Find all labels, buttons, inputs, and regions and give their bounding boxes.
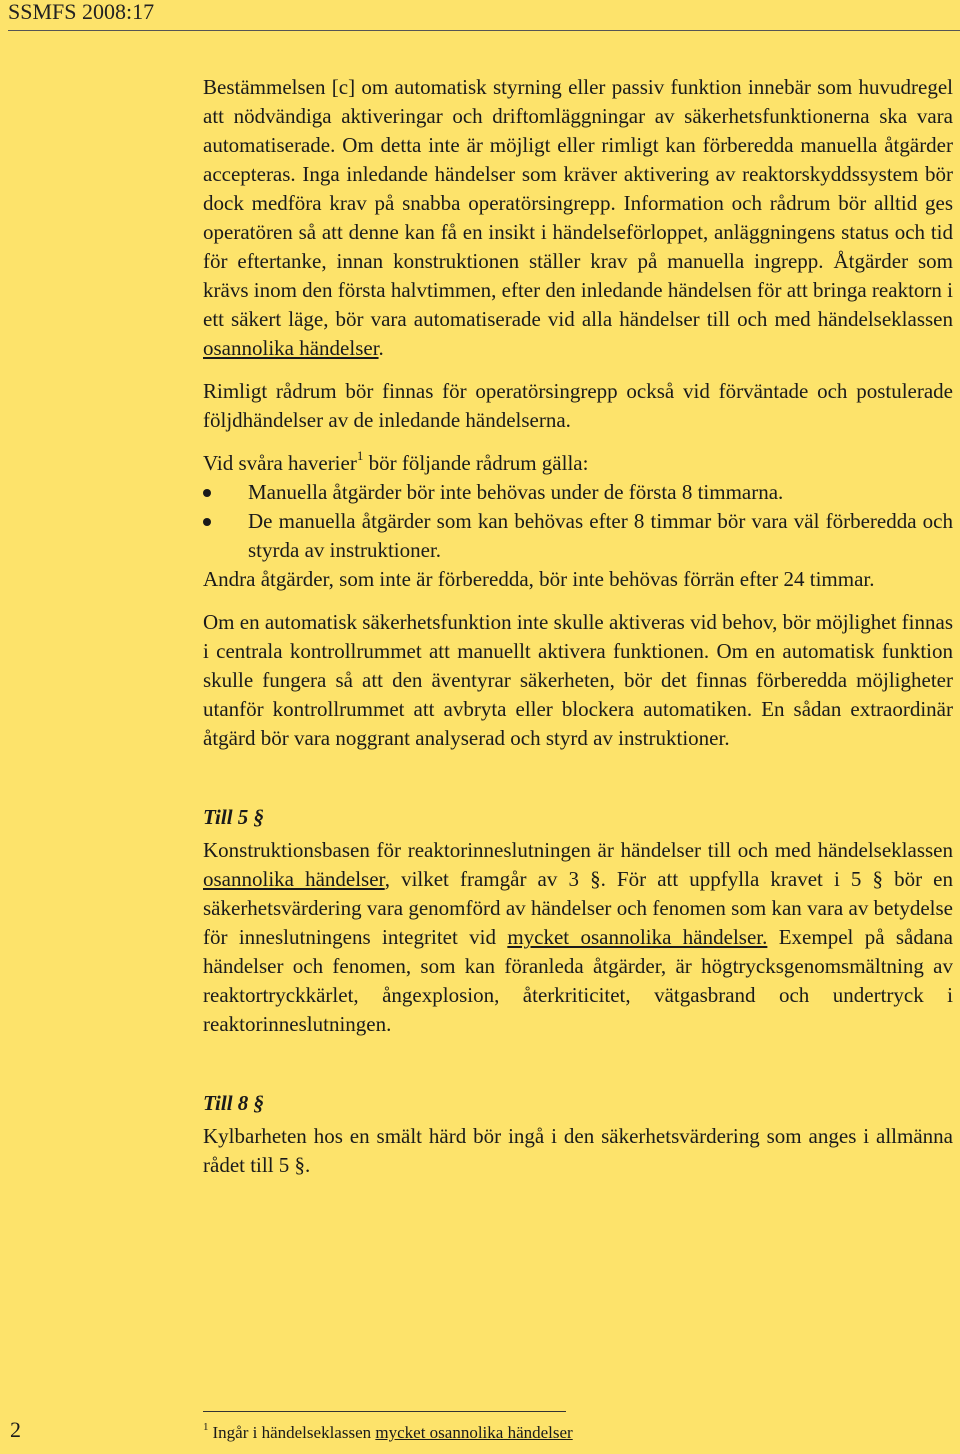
paragraph-text: bör följande rådrum gälla: — [363, 451, 589, 475]
footnote-reference[interactable]: 1 — [356, 448, 364, 463]
paragraph-severe-accidents — [203, 449, 953, 478]
footnote-text: Ingår i händelseklassen — [212, 1423, 376, 1442]
paragraph-text: Bestämmelsen [c] om automatisk styrning eller passiv funktion innebär som huvudregel att nödvändiga aktiveringar och driftomläggningar av säkerhetsfunktionerna ska vara automatiserade. Om detta inte är möjligt eller rimligt kan förberedda manuella åtgärder accepteras. Inga inledande händelser som kräver aktivering av reaktorskyddssystem bör dock medföra krav på snabba operatörsingrepp. Information och rådrum bör alltid ges operatören så att denne kan få en insikt i händelseförloppet, anläggningens status och tid för eftertanke, innan konstruktionen ställer krav på manuella ingrepp. Åtgärder som krävs inom den första halvtimmen, efter den inledande händelsen för att bringa reaktorn i ett säkert läge, bör vara automatiserade vid alla händelser till och med händelseklassen — [203, 75, 953, 331]
paragraph-automatic-control — [203, 73, 953, 363]
paragraph-containment — [203, 836, 953, 1039]
bullet-list — [203, 478, 953, 565]
list-item — [203, 478, 953, 507]
paragraph-end: . — [378, 336, 384, 360]
bullet-icon — [203, 489, 211, 497]
link-osannolika-handelser[interactable]: osannolika händelser — [203, 867, 385, 891]
document-id: SSMFS 2008:17 — [8, 0, 155, 24]
footnote-divider — [203, 1411, 566, 1412]
link-mycket-osannolika-handelser[interactable]: mycket osannolika händelser — [375, 1423, 573, 1442]
link-mycket-osannolika-handelser[interactable]: mycket osannolika händelser. — [507, 925, 768, 949]
paragraph-operator-margin: Rimligt rådrum bör finnas för operatörsingrepp också vid förväntade och postulerade följdhändelser av de inledande händelserna. — [203, 379, 953, 432]
main-content — [203, 73, 953, 1194]
paragraph-text: Exempel på sådana händelser och fenomen, som kan föranleda åtgärder, är högtrycksgenomsmältning av reaktortryckkärlet, ångexplosion, återkriticitet, vätgasbrand och undertryck i reaktorinneslutningen. — [203, 925, 953, 1036]
list-item-text: Manuella åtgärder bör inte behövas under de första 8 timmarna. — [248, 480, 784, 504]
section-spacer — [203, 767, 953, 803]
section-heading-till-8: Till 8 § — [203, 1091, 265, 1115]
footnote — [203, 1422, 573, 1444]
page-header — [0, 0, 960, 30]
paragraph-coolability: Kylbarheten hos en smält härd bör ingå i den säkerhetsvärdering som anges i allmänna rådet till 5 §. — [203, 1124, 953, 1177]
bullet-icon — [203, 518, 211, 526]
link-osannolika-handelser[interactable]: osannolika händelser — [203, 336, 379, 360]
page-number: 2 — [10, 1417, 21, 1442]
paragraph-text: Konstruktionsbasen för reaktorinneslutningen är händelser till och med händelseklassen — [203, 838, 953, 862]
list-item-text: De manuella åtgärder som kan behövas efter 8 timmar bör vara väl förberedda och styrda av instruktioner. — [248, 509, 953, 562]
paragraph-text: Vid svåra haverier — [203, 451, 357, 475]
header-divider — [8, 30, 960, 31]
list-item — [203, 507, 953, 565]
footnote-marker: 1 — [203, 1421, 209, 1434]
paragraph-other-actions: Andra åtgärder, som inte är förberedda, bör inte behövas förrän efter 24 timmar. — [203, 567, 875, 591]
section-spacer — [203, 1053, 953, 1089]
paragraph-text: , vilket framgår av 3 §. För att uppfylla kravet i 5 § bör en säkerhetsvärdering vara genomförd av händelser och fenomen som kan vara av betydelse för inneslutningens integritet vid — [203, 867, 953, 949]
section-heading-till-5: Till 5 § — [203, 805, 265, 829]
paragraph-manual-activation: Om en automatisk säkerhetsfunktion inte skulle aktiveras vid behov, bör möjlighet finnas i centrala kontrollrummet att manuellt aktivera funktionen. Om en automatisk funktion skulle fungera så att den äventyrar säkerheten, bör det finnas förberedda möjligheter utanför kontrollrummet att avbryta eller blockera automatiken. En sådan extraordinär åtgärd bör vara noggrant analyserad och styrd av instruktioner. — [203, 610, 953, 750]
